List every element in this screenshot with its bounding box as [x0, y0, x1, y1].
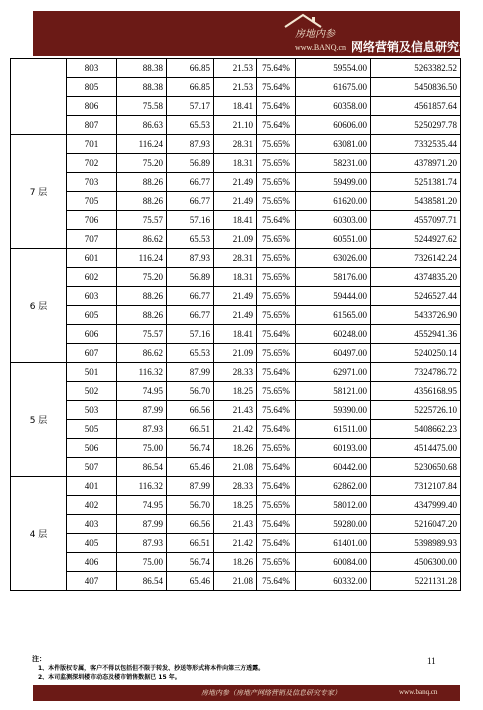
table-row: [11, 553, 461, 572]
table-cell: 75.65%: [257, 287, 296, 306]
table-cell: 75.20: [117, 154, 167, 173]
table-cell: 21.53: [214, 59, 257, 78]
table-cell: 5438581.20: [371, 192, 461, 211]
table-cell: 56.70: [167, 496, 214, 515]
table-cell: 57.16: [167, 211, 214, 230]
table-row: [11, 515, 461, 534]
table-cell: 5244927.62: [371, 230, 461, 249]
table-cell: 5240250.14: [371, 344, 461, 363]
table-cell: 5230650.68: [371, 458, 461, 477]
table-cell: 63026.00: [296, 249, 371, 268]
table-cell: 28.31: [214, 249, 257, 268]
table-cell: 5263382.52: [371, 59, 461, 78]
table-cell: 75.00: [117, 439, 167, 458]
table-cell: 21.08: [214, 572, 257, 591]
table-cell: 87.99: [117, 401, 167, 420]
table-body: [11, 59, 461, 591]
table-cell: 86.62: [117, 230, 167, 249]
table-row: [11, 534, 461, 553]
table-cell: 18.41: [214, 97, 257, 116]
table-cell: 402: [67, 496, 117, 515]
table-cell: 75.65%: [257, 553, 296, 572]
table-cell: 86.62: [117, 344, 167, 363]
table-row: [11, 496, 461, 515]
table-cell: 75.64%: [257, 97, 296, 116]
table-cell: 62971.00: [296, 363, 371, 382]
table-cell: 4514475.00: [371, 439, 461, 458]
table-cell: 59390.00: [296, 401, 371, 420]
table-cell: 60358.00: [296, 97, 371, 116]
table-cell: 501: [67, 363, 117, 382]
table-cell: 21.49: [214, 287, 257, 306]
table-cell: 75.65%: [257, 230, 296, 249]
site-url: www.BANQ.cn: [295, 43, 347, 52]
table-cell: 88.26: [117, 173, 167, 192]
table-cell: 28.33: [214, 477, 257, 496]
table-cell: 703: [67, 173, 117, 192]
table-cell: 18.25: [214, 496, 257, 515]
notes-heading: 注：: [32, 655, 46, 663]
table-row: [11, 458, 461, 477]
table-cell: 75.64%: [257, 534, 296, 553]
table-row: [11, 477, 461, 496]
table-cell: 607: [67, 344, 117, 363]
table-row: [11, 401, 461, 420]
table-cell: 28.33: [214, 363, 257, 382]
table-cell: 88.26: [117, 192, 167, 211]
table-cell: 87.99: [167, 363, 214, 382]
table-cell: 66.77: [167, 287, 214, 306]
table-cell: 706: [67, 211, 117, 230]
table-cell: 603: [67, 287, 117, 306]
table-cell: 21.49: [214, 192, 257, 211]
table-cell: 21.53: [214, 78, 257, 97]
table-cell: 405: [67, 534, 117, 553]
table-cell: 21.43: [214, 401, 257, 420]
table-cell: 59499.00: [296, 173, 371, 192]
table-cell: 5216047.20: [371, 515, 461, 534]
table-cell: 7332535.44: [371, 135, 461, 154]
table-cell: 4506300.00: [371, 553, 461, 572]
footer-banner: [33, 685, 460, 701]
table-cell: 87.93: [117, 420, 167, 439]
table-cell: 5246527.44: [371, 287, 461, 306]
table-cell: 61620.00: [296, 192, 371, 211]
table-cell: 87.99: [117, 515, 167, 534]
table-row: [11, 192, 461, 211]
table-cell: 56.89: [167, 154, 214, 173]
table-cell: 28.31: [214, 135, 257, 154]
table-cell: 21.42: [214, 420, 257, 439]
table-cell: 75.20: [117, 268, 167, 287]
floor-label: 5 层: [11, 363, 67, 477]
table-cell: 59554.00: [296, 59, 371, 78]
table-cell: 87.99: [167, 477, 214, 496]
table-cell: 505: [67, 420, 117, 439]
table-cell: 65.53: [167, 116, 214, 135]
table-cell: 5251381.74: [371, 173, 461, 192]
table-cell: 503: [67, 401, 117, 420]
table-cell: 88.38: [117, 78, 167, 97]
table-cell: 21.49: [214, 306, 257, 325]
table-cell: 7324786.72: [371, 363, 461, 382]
table-cell: 18.25: [214, 382, 257, 401]
footnotes: [32, 655, 420, 682]
table-cell: 75.65%: [257, 496, 296, 515]
table-cell: 507: [67, 458, 117, 477]
table-cell: 56.70: [167, 382, 214, 401]
table-cell: 66.85: [167, 78, 214, 97]
table-cell: 60442.00: [296, 458, 371, 477]
table-cell: 116.24: [117, 135, 167, 154]
table-cell: 407: [67, 572, 117, 591]
table-row: [11, 344, 461, 363]
table-cell: 75.64%: [257, 458, 296, 477]
table-cell: 18.26: [214, 439, 257, 458]
table-cell: 60193.00: [296, 439, 371, 458]
table-cell: 75.58: [117, 97, 167, 116]
table-cell: 88.26: [117, 306, 167, 325]
table-cell: 75.64%: [257, 325, 296, 344]
table-cell: 75.65%: [257, 268, 296, 287]
table-cell: 58176.00: [296, 268, 371, 287]
table-cell: 5450836.50: [371, 78, 461, 97]
table-cell: 62862.00: [296, 477, 371, 496]
note-line-2: 2、本司监测深圳楼市动态及楼市销售数据已 15 年。: [38, 674, 181, 681]
table-cell: 18.31: [214, 154, 257, 173]
table-cell: 63081.00: [296, 135, 371, 154]
table-cell: 61401.00: [296, 534, 371, 553]
table-cell: 88.38: [117, 59, 167, 78]
table-cell: 701: [67, 135, 117, 154]
table-cell: 66.85: [167, 59, 214, 78]
table-cell: 60303.00: [296, 211, 371, 230]
table-cell: 5250297.78: [371, 116, 461, 135]
table-cell: 4561857.64: [371, 97, 461, 116]
org-tagline: 网络营销及信息研究专家: [351, 40, 483, 54]
table-cell: 406: [67, 553, 117, 572]
table-cell: 56.74: [167, 439, 214, 458]
table-cell: 87.93: [117, 534, 167, 553]
table-cell: 21.10: [214, 116, 257, 135]
table-cell: 116.32: [117, 363, 167, 382]
table-cell: 58121.00: [296, 382, 371, 401]
table-cell: 75.65%: [257, 344, 296, 363]
table-cell: 75.64%: [257, 401, 296, 420]
table-cell: 7326142.24: [371, 249, 461, 268]
table-row: [11, 572, 461, 591]
table-cell: 75.65%: [257, 192, 296, 211]
table-cell: 74.95: [117, 382, 167, 401]
table-cell: 21.42: [214, 534, 257, 553]
table-row: [11, 363, 461, 382]
table-cell: 21.09: [214, 344, 257, 363]
table-cell: 75.57: [117, 211, 167, 230]
table-cell: 75.64%: [257, 515, 296, 534]
table-cell: 116.32: [117, 477, 167, 496]
table-row: [11, 59, 461, 78]
table-cell: 75.65%: [257, 249, 296, 268]
table-cell: 88.26: [117, 287, 167, 306]
table-cell: 66.77: [167, 173, 214, 192]
table-cell: 75.64%: [257, 116, 296, 135]
table-cell: 4552941.36: [371, 325, 461, 344]
footer-text: 房地内参（房地产网络营销及信息研究专家）: [201, 689, 341, 697]
table-cell: 4374835.20: [371, 268, 461, 287]
table-cell: 74.95: [117, 496, 167, 515]
table-cell: 56.89: [167, 268, 214, 287]
table-cell: 805: [67, 78, 117, 97]
table-row: [11, 439, 461, 458]
table-cell: 60084.00: [296, 553, 371, 572]
page-number: 11: [427, 656, 436, 666]
table-row: [11, 382, 461, 401]
table-cell: 5433726.90: [371, 306, 461, 325]
table-row: [11, 325, 461, 344]
table-row: [11, 116, 461, 135]
note-line-1: 1、本件版权专属，客户不得以包括但不限于转发、抄送等形式将本件向第三方透露。: [38, 665, 265, 672]
table-cell: 807: [67, 116, 117, 135]
table-cell: 75.65%: [257, 135, 296, 154]
table-cell: 21.08: [214, 458, 257, 477]
table-cell: 87.93: [167, 249, 214, 268]
table-cell: 116.24: [117, 249, 167, 268]
table-cell: 56.74: [167, 553, 214, 572]
table-row: [11, 135, 461, 154]
table-cell: 21.43: [214, 515, 257, 534]
table-cell: 61675.00: [296, 78, 371, 97]
table-cell: 75.57: [117, 325, 167, 344]
table-cell: 75.65%: [257, 154, 296, 173]
table-cell: 66.56: [167, 515, 214, 534]
table-cell: 21.09: [214, 230, 257, 249]
table-cell: 707: [67, 230, 117, 249]
sales-table: [10, 58, 461, 591]
table-cell: 803: [67, 59, 117, 78]
table-row: [11, 173, 461, 192]
table-row: [11, 211, 461, 230]
table-cell: 65.46: [167, 458, 214, 477]
table-row: [11, 249, 461, 268]
table-cell: 58012.00: [296, 496, 371, 515]
table-row: [11, 154, 461, 173]
table-cell: 75.65%: [257, 306, 296, 325]
table-cell: 60332.00: [296, 572, 371, 591]
table-row: [11, 268, 461, 287]
table-cell: 66.77: [167, 192, 214, 211]
table-cell: 58231.00: [296, 154, 371, 173]
table-cell: 57.17: [167, 97, 214, 116]
table-cell: 75.64%: [257, 78, 296, 97]
table-cell: 61565.00: [296, 306, 371, 325]
table-cell: 705: [67, 192, 117, 211]
table-row: [11, 287, 461, 306]
table-cell: 66.56: [167, 401, 214, 420]
table-cell: 75.64%: [257, 59, 296, 78]
table-cell: 65.46: [167, 572, 214, 591]
table-cell: 401: [67, 477, 117, 496]
table-cell: 75.65%: [257, 382, 296, 401]
brand-name: 房地内参: [295, 29, 335, 40]
table-cell: 21.49: [214, 173, 257, 192]
table-cell: 87.93: [167, 135, 214, 154]
floor-label: [11, 59, 67, 135]
table-cell: 806: [67, 97, 117, 116]
table-cell: 86.54: [117, 458, 167, 477]
table-cell: 65.53: [167, 230, 214, 249]
table-cell: 4557097.71: [371, 211, 461, 230]
floor-label: 4 层: [11, 477, 67, 591]
table-cell: 75.64%: [257, 363, 296, 382]
table-cell: 75.64%: [257, 211, 296, 230]
table-cell: 702: [67, 154, 117, 173]
table-cell: 60606.00: [296, 116, 371, 135]
table-row: [11, 230, 461, 249]
table-cell: 5225726.10: [371, 401, 461, 420]
table-cell: 66.51: [167, 420, 214, 439]
table-cell: 61511.00: [296, 420, 371, 439]
table-cell: 5398989.93: [371, 534, 461, 553]
table-cell: 5221131.28: [371, 572, 461, 591]
table-cell: 59444.00: [296, 287, 371, 306]
table-cell: 86.63: [117, 116, 167, 135]
table-cell: 606: [67, 325, 117, 344]
table-cell: 4356168.95: [371, 382, 461, 401]
table-cell: 5408662.23: [371, 420, 461, 439]
header-banner: [33, 11, 483, 56]
floor-label: 7 层: [11, 135, 67, 249]
table-cell: 18.31: [214, 268, 257, 287]
table-cell: 57.16: [167, 325, 214, 344]
table-cell: 502: [67, 382, 117, 401]
table-row: [11, 306, 461, 325]
table-cell: 605: [67, 306, 117, 325]
table-cell: 4347999.40: [371, 496, 461, 515]
table-cell: 18.26: [214, 553, 257, 572]
table-row: [11, 97, 461, 116]
table-cell: 506: [67, 439, 117, 458]
table-cell: 602: [67, 268, 117, 287]
table-cell: 75.65%: [257, 173, 296, 192]
table-cell: 7312107.84: [371, 477, 461, 496]
table-cell: 59280.00: [296, 515, 371, 534]
table-cell: 75.64%: [257, 572, 296, 591]
table-cell: 60551.00: [296, 230, 371, 249]
table-cell: 66.51: [167, 534, 214, 553]
table-cell: 60497.00: [296, 344, 371, 363]
table-cell: 75.00: [117, 553, 167, 572]
table-cell: 86.54: [117, 572, 167, 591]
table-cell: 601: [67, 249, 117, 268]
table-row: [11, 78, 461, 97]
table-row: [11, 420, 461, 439]
table-cell: 75.65%: [257, 439, 296, 458]
table-cell: 66.77: [167, 306, 214, 325]
table-cell: 75.64%: [257, 420, 296, 439]
footer-url: www.banq.cn: [399, 688, 438, 696]
table-cell: 65.53: [167, 344, 214, 363]
table-cell: 4378971.20: [371, 154, 461, 173]
floor-label: 6 层: [11, 249, 67, 363]
table-cell: 75.64%: [257, 477, 296, 496]
table-cell: 403: [67, 515, 117, 534]
table-cell: 18.41: [214, 325, 257, 344]
table-cell: 60248.00: [296, 325, 371, 344]
table-cell: 18.41: [214, 211, 257, 230]
